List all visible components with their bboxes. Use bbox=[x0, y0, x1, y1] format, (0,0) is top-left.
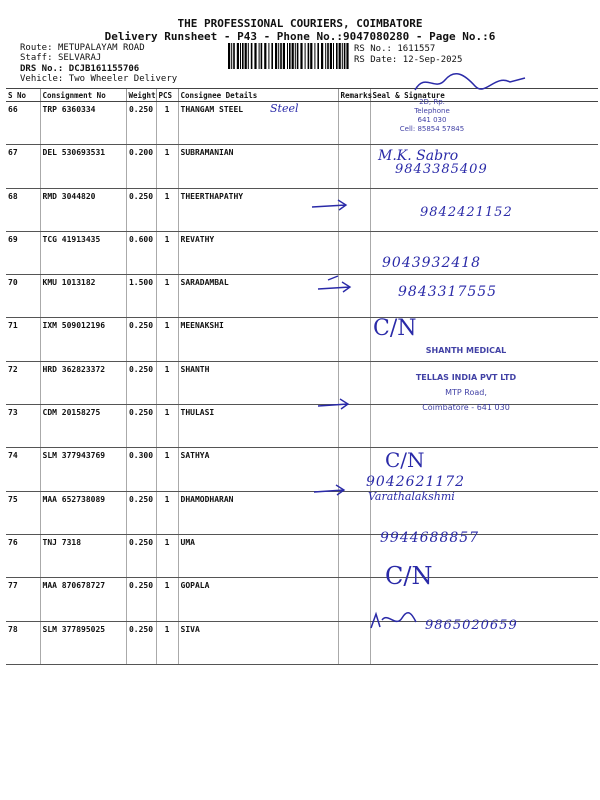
cell-consignee: SATHYA bbox=[178, 448, 338, 491]
cell-weight: 0.200 bbox=[126, 145, 156, 188]
rs-date-value: 12-Sep-2025 bbox=[402, 55, 463, 65]
cell-pcs: 1 bbox=[156, 448, 178, 491]
cell-consignment-no: MAA 870678727 bbox=[40, 578, 126, 621]
stamp-1-line-3: 641 030 bbox=[417, 116, 447, 124]
handwriting-cn-78: C/N bbox=[385, 562, 433, 590]
handwriting-cn-72: C/N bbox=[373, 316, 417, 341]
cell-weight: 0.250 bbox=[126, 621, 156, 664]
col-weight: Weight bbox=[126, 89, 156, 102]
cell-weight: 0.250 bbox=[126, 491, 156, 534]
handwriting-phone-70: 9043932418 bbox=[382, 255, 482, 271]
cell-pcs: 1 bbox=[156, 491, 178, 534]
cell-pcs: 1 bbox=[156, 102, 178, 145]
drs-label: DRS No.: bbox=[20, 64, 64, 74]
cell-consignment-no: RMD 3044820 bbox=[40, 188, 126, 231]
cell-pcs: 1 bbox=[156, 361, 178, 404]
rs-no-label: RS No.: bbox=[354, 44, 392, 54]
col-seal: Seal & Signature bbox=[370, 89, 598, 102]
vehicle-value: Two Wheeler Delivery bbox=[68, 74, 178, 84]
company-title: THE PROFESSIONAL COURIERS, COIMBATORE bbox=[177, 17, 423, 30]
rs-date-label: RS Date: bbox=[354, 55, 398, 65]
cell-consignee: THULASI bbox=[178, 405, 338, 448]
handwriting-steel: Steel bbox=[270, 102, 299, 115]
cell-sno: 75 bbox=[6, 491, 40, 534]
staff-value: SELVARAJ bbox=[57, 53, 102, 63]
cell-weight: 0.250 bbox=[126, 405, 156, 448]
stamp-2-line-1: SHANTH MEDICAL bbox=[425, 346, 507, 355]
drs-value: DCJB161155706 bbox=[68, 64, 140, 74]
cell-pcs: 1 bbox=[156, 145, 178, 188]
handwriting-phone-76: 9042621172 bbox=[366, 474, 466, 490]
handwriting-phone-71: 9843317555 bbox=[398, 284, 498, 300]
cell-consignee: SARADAMBAL bbox=[178, 275, 338, 318]
cell-consignment-no: TCG 41913435 bbox=[40, 231, 126, 274]
cell-consignee: GOPALA bbox=[178, 578, 338, 621]
cell-weight: 0.250 bbox=[126, 102, 156, 145]
stamp-2-line-4: Coimbatore - 641 030 bbox=[422, 403, 510, 412]
cell-consignee: DHAMODHARAN bbox=[178, 491, 338, 534]
cell-consignee: SUBRAMANIAN bbox=[178, 145, 338, 188]
cell-sno: 77 bbox=[6, 578, 40, 621]
cell-pcs: 1 bbox=[156, 578, 178, 621]
cell-pcs: 1 bbox=[156, 231, 178, 274]
cell-sno: 72 bbox=[6, 361, 40, 404]
cell-sno: 76 bbox=[6, 534, 40, 577]
staff-label: Staff: bbox=[20, 53, 53, 63]
handwriting-name-76: Varathalakshmi bbox=[368, 490, 455, 503]
cell-pcs: 1 bbox=[156, 405, 178, 448]
cell-pcs: 1 bbox=[156, 534, 178, 577]
cell-consignee: MEENAKSHI bbox=[178, 318, 338, 361]
col-pcs: PCS bbox=[156, 89, 178, 102]
cell-consignment-no: CDM 20158275 bbox=[40, 405, 126, 448]
cell-consignment-no: MAA 652738089 bbox=[40, 491, 126, 534]
cell-sno: 68 bbox=[6, 188, 40, 231]
cell-pcs: 1 bbox=[156, 188, 178, 231]
cell-weight: 0.250 bbox=[126, 188, 156, 231]
rs-no-value: 1611557 bbox=[397, 44, 436, 54]
col-consignment: Consignment No bbox=[40, 89, 126, 102]
cell-sno: 71 bbox=[6, 318, 40, 361]
cell-consignment-no: DEL 530693531 bbox=[40, 145, 126, 188]
handwriting-phone-67: 9843385409 bbox=[395, 162, 488, 177]
cell-consignment-no: SLM 377943769 bbox=[40, 448, 126, 491]
stamp-1-line-1: 2D, Rp. bbox=[419, 98, 445, 106]
handwriting-phone-69: 9842421152 bbox=[420, 205, 513, 220]
col-consignee: Consignee Details bbox=[178, 89, 338, 102]
cell-weight: 0.250 bbox=[126, 318, 156, 361]
cell-consignee: THANGAM STEEL bbox=[178, 102, 338, 145]
cell-pcs: 1 bbox=[156, 621, 178, 664]
cell-sno: 78 bbox=[6, 621, 40, 664]
cell-consignment-no: SLM 377895025 bbox=[40, 621, 126, 664]
route-value: METUPALAYAM ROAD bbox=[57, 43, 145, 53]
cell-sno: 74 bbox=[6, 448, 40, 491]
stamp-1-line-4: Cell: 85854 57845 bbox=[399, 125, 465, 133]
col-remarks: Remarks bbox=[338, 89, 370, 102]
cell-sno: 73 bbox=[6, 405, 40, 448]
cell-weight: 0.250 bbox=[126, 578, 156, 621]
cell-pcs: 1 bbox=[156, 318, 178, 361]
cell-consignee: SIVA bbox=[178, 621, 338, 664]
cell-weight: 0.600 bbox=[126, 231, 156, 274]
cell-consignment-no: TNJ 7318 bbox=[40, 534, 126, 577]
col-sno: S No bbox=[6, 89, 40, 102]
cell-sno: 70 bbox=[6, 275, 40, 318]
cell-sno: 67 bbox=[6, 145, 40, 188]
stamp-2-line-2: TELLAS INDIA PVT LTD bbox=[415, 373, 517, 382]
handwriting-sign-67: M.K. Sabro bbox=[378, 148, 459, 164]
runsheet-subtitle: Delivery Runsheet - P43 - Phone No.:9047080280 - Page No.:6 bbox=[104, 30, 496, 43]
cell-consignment-no: KMU 1013182 bbox=[40, 275, 126, 318]
cell-consignment-no: TRP 6360334 bbox=[40, 102, 126, 145]
cell-weight: 0.300 bbox=[126, 448, 156, 491]
cell-consignee: UMA bbox=[178, 534, 338, 577]
stamp-2-line-3: MTP Road, bbox=[445, 388, 487, 397]
handwriting-phone-79: 9865020659 bbox=[425, 618, 518, 633]
cell-consignee: REVATHY bbox=[178, 231, 338, 274]
cell-weight: 0.250 bbox=[126, 361, 156, 404]
cell-weight: 1.500 bbox=[126, 275, 156, 318]
handwriting-cn-75: C/N bbox=[385, 448, 425, 472]
cell-consignee: THEERTHAPATHY bbox=[178, 188, 338, 231]
cell-sno: 66 bbox=[6, 102, 40, 145]
cell-pcs: 1 bbox=[156, 275, 178, 318]
stamp-1-line-2: Telephone bbox=[414, 107, 450, 115]
route-label: Route: bbox=[20, 43, 53, 53]
cell-sno: 69 bbox=[6, 231, 40, 274]
cell-weight: 0.250 bbox=[126, 534, 156, 577]
cell-consignment-no: HRD 362823372 bbox=[40, 361, 126, 404]
cell-consignment-no: IXM 509012196 bbox=[40, 318, 126, 361]
cell-consignee: SHANTH bbox=[178, 361, 338, 404]
handwriting-phone-77: 9944688857 bbox=[380, 530, 480, 546]
vehicle-label: Vehicle: bbox=[20, 74, 64, 84]
